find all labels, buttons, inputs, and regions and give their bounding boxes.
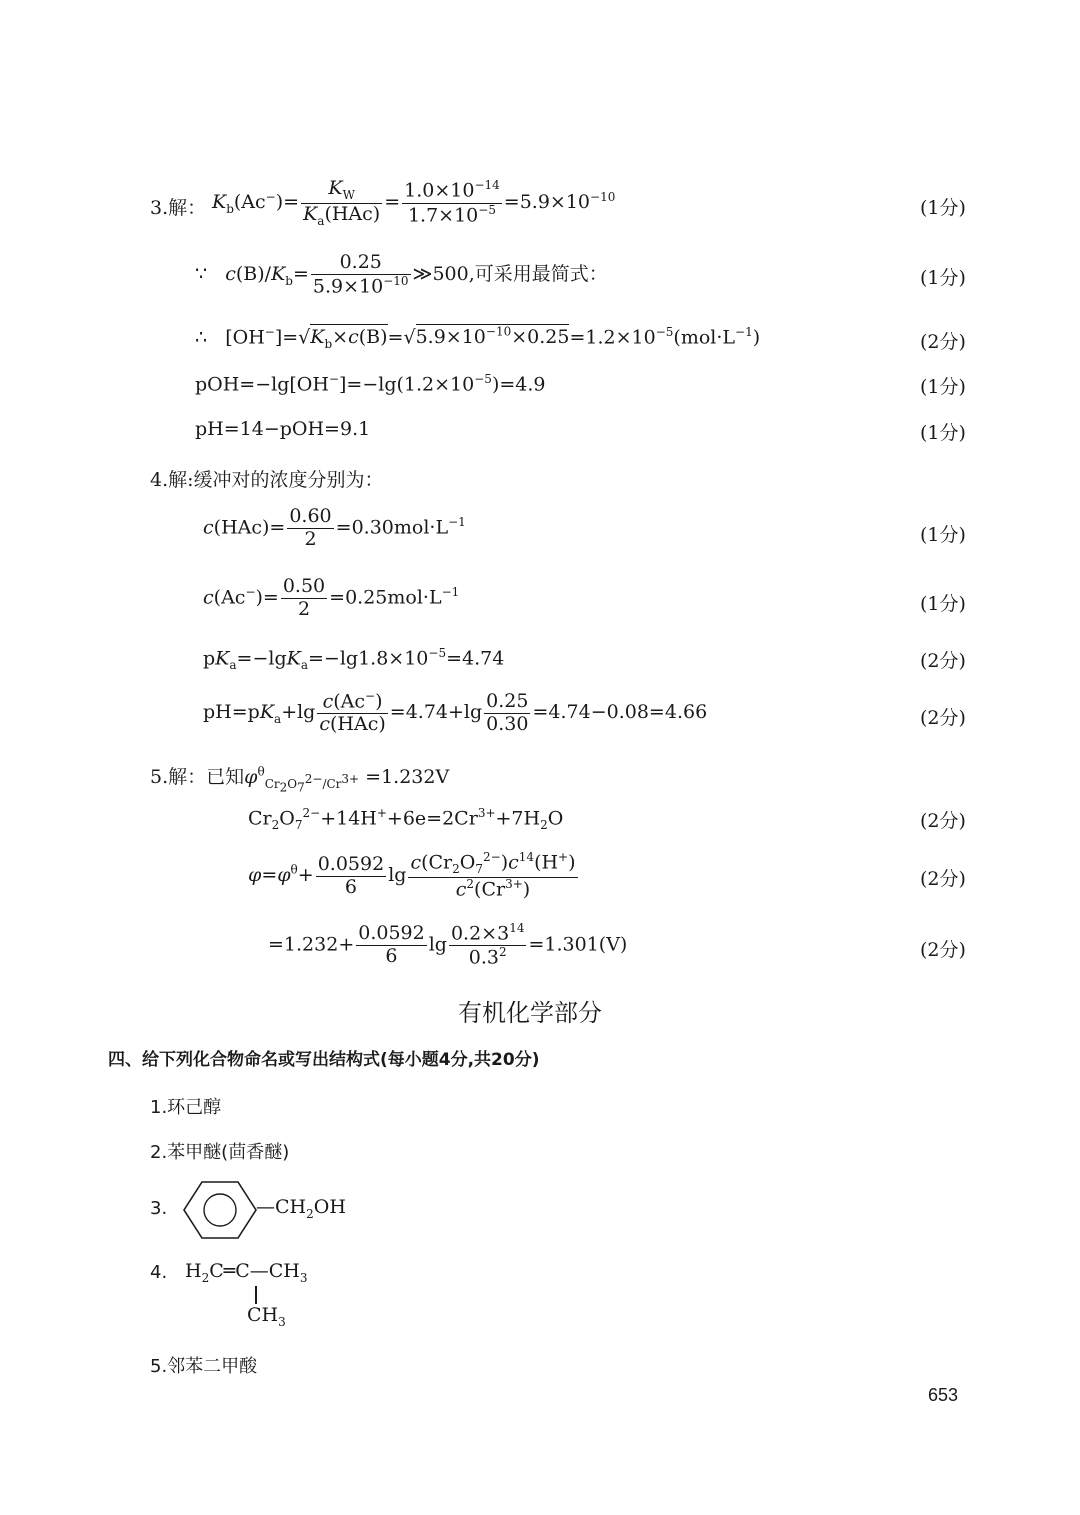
q4-line1-equation: c(HAc)= $\frac{0.60}{2}$ $=0.30mol\cdot L^{-1}$: [203, 505, 466, 550]
section4-item3-group: $—CH_2OH$: [256, 1196, 346, 1221]
q4-label: 4.解:缓冲对的浓度分别为：: [150, 469, 384, 491]
section4-item3-number: 3.: [150, 1198, 168, 1219]
q4-line4-points: (2分): [920, 707, 966, 729]
q5-label: 5.解：已知$\varphi^\theta_{Cr_2O_7^{2-}/Cr^{3+}} =1.232V$: [150, 764, 450, 795]
q5-line2-points: (2分): [920, 868, 966, 890]
q3-line5-points: (1分): [920, 422, 966, 444]
q3-line3-equation: ∴ $[OH^-]=√K_b\times c(B)=√5.9\times 10^{-10}\times 0.25=1.2\times 10^{-5}(mol\cdot L^{-1})$: [195, 325, 761, 352]
q3-line5-equation: pH=14−pOH=9.1: [195, 418, 371, 440]
q5-line3-points: (2分): [920, 939, 966, 961]
section4-item4-branch: $CH_3$: [247, 1304, 286, 1329]
q5-line2-equation: $\varphi=\varphi^\theta+$ $\frac{0.0592}{6}$ lg $\frac{c(Cr_2O_7^{2-})c^{14}(H^+)}{c^2(Cr^{3+})}$: [248, 850, 576, 901]
q3-line4-points: (1分): [920, 376, 966, 398]
q3-line2-equation: ∵ $c(B)/K_b=$ $\frac{0.25}{5.9\times 10^{-10}}$ ≫500,可采用最简式：: [195, 251, 608, 298]
q3-line3-points: (2分): [920, 331, 966, 353]
q3-line4-equation: $pOH=-\lg[OH^-]=-\lg(1.2\times 10^{-5})=4.9$: [195, 372, 546, 396]
section-title: 有机化学部分: [458, 999, 602, 1027]
q5-line1-points: (2分): [920, 810, 966, 832]
page-number: 653: [928, 1385, 959, 1405]
section4-item1: 1.环己醇: [150, 1097, 222, 1118]
q4-line3-equation: $pK_a=-\lg K_a=-\lg 1.8\times 10^{-5}=4.74$: [203, 646, 505, 673]
q3-label: 3.解：: [150, 197, 207, 219]
section4-item5: 5.邻苯二甲酸: [150, 1356, 258, 1377]
section4-heading: 四、给下列化合物命名或写出结构式(每小题4分,共20分): [108, 1050, 540, 1070]
q3-line1-points: (1分): [920, 197, 966, 219]
section4-item4-formula: $H_2C═C—CH_3$: [185, 1260, 308, 1285]
q5-line1-equation: $Cr_2O_7^{2-}+14H^++6e=2Cr^{3+}+7H_2O$: [248, 806, 564, 833]
q4-line1-points: (1分): [920, 524, 966, 546]
q4-line2-points: (1分): [920, 593, 966, 615]
section4-item2: 2.苯甲醚(茴香醚): [150, 1142, 290, 1163]
section4-item4-bond: [255, 1286, 257, 1304]
section4-item4-number: 4.: [150, 1262, 168, 1283]
q5-line3-equation: =1.232+ $\frac{0.0592}{6}$ lg $\frac{0.2\times 3^{14}}{0.3^2}$ =1.301(V): [268, 921, 628, 969]
q4-line2-equation: c(Ac−)= $\frac{0.50}{2}$ $=0.25mol\cdot L^{-1}$: [203, 575, 460, 620]
q4-line3-points: (2分): [920, 650, 966, 672]
q4-line4-equation: $pH=pK_a+\lg$ $\frac{c(Ac^-)}{\text{c(HAc)}}$ =4.74+lg $\frac{0.25}{0.30}$ =4.74−0.08=4.66: [203, 689, 708, 736]
q3-line2-points: (1分): [920, 267, 966, 289]
benzene-ring-structure: [180, 1178, 260, 1242]
q3-line1-equation: $K_b(Ac^-)=$ $\frac{K_W}{K_a(HAc)}$ = $\frac{1.0\times 10^{-14}}{1.7\times 10^{-5}}$ $=5.9\times 10^{-10}$: [212, 177, 616, 228]
